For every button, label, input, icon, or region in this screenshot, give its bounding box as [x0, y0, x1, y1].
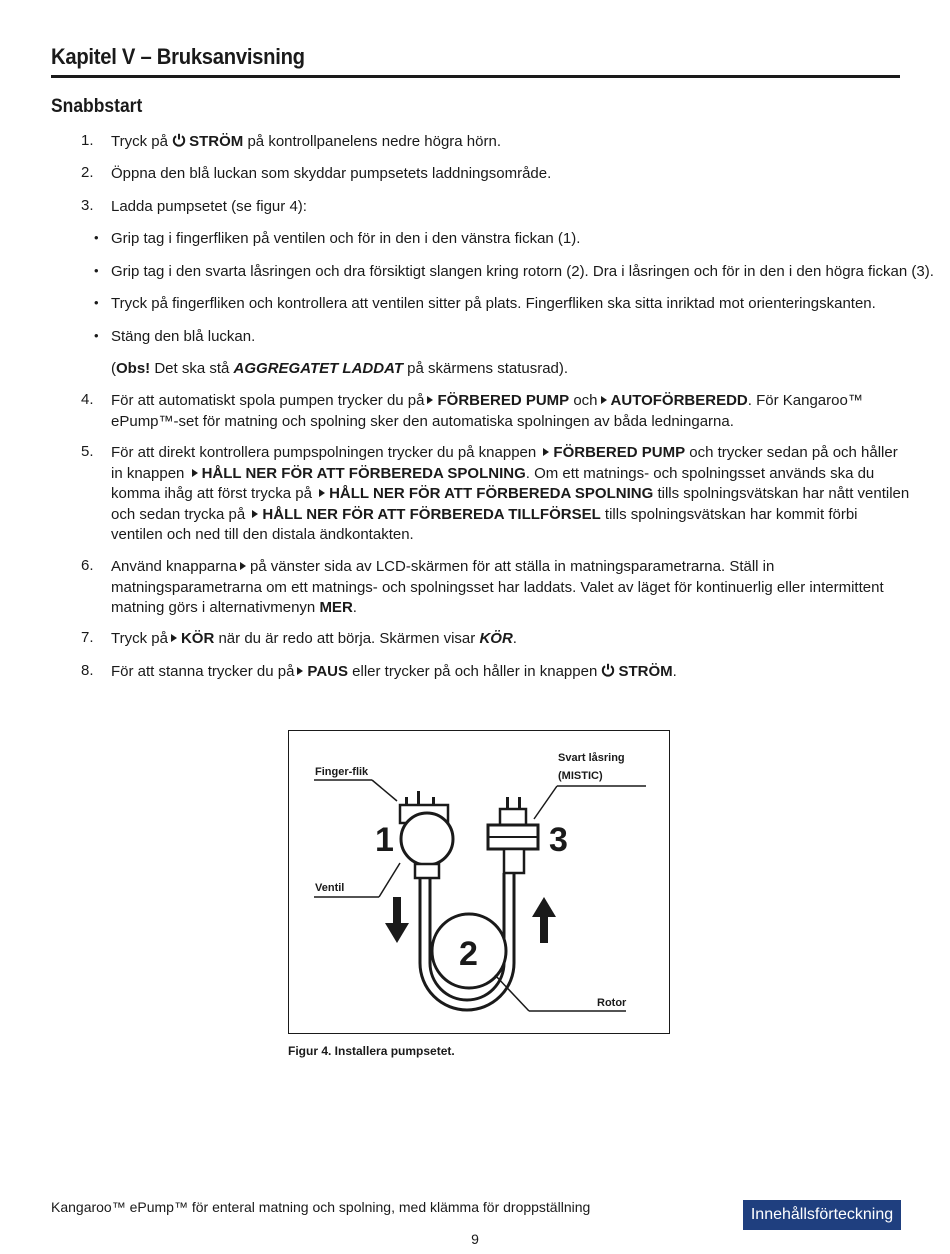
- arrow-down-icon: [385, 897, 409, 943]
- step-5-number: 5.: [81, 443, 94, 460]
- arrow-key-icon: [319, 489, 325, 497]
- bullet-dot: •: [94, 230, 99, 245]
- step-8-text-a: För att stanna trycker du på: [111, 663, 295, 680]
- step-2-number: 2.: [81, 164, 94, 181]
- bullet-dot: •: [94, 328, 99, 343]
- arrow-key-icon: [192, 469, 198, 477]
- step-3: Ladda pumpsetet (se figur 4):: [111, 198, 307, 215]
- step-7-text-a: Tryck på: [111, 630, 168, 647]
- step-6-text-a: Använd knapparna: [111, 558, 237, 575]
- step-4-text-a: För att automatiskt spola pumpen trycker du på: [111, 392, 425, 409]
- note-obs: Obs!: [116, 360, 151, 377]
- table-of-contents-button[interactable]: Innehållsförteckning: [743, 1200, 901, 1230]
- step-4-key-2: AUTOFÖRBEREDD: [610, 392, 748, 409]
- bullet-4: Stäng den blå luckan.: [111, 328, 256, 345]
- step-1-key: STRÖM: [189, 133, 244, 150]
- arrow-key-icon: [601, 396, 607, 404]
- label-valve: Ventil: [315, 882, 345, 894]
- step-8-number: 8.: [81, 662, 94, 679]
- step-4-text-b: och: [573, 392, 598, 409]
- valve-shape: [401, 813, 453, 865]
- step-5-text-b: och trycker sedan på och håller in knappen: [111, 444, 898, 482]
- bullet-dot: •: [94, 295, 99, 310]
- note-status: AGGREGATET LADDAT: [233, 360, 403, 377]
- step-7-key-1: KÖR: [180, 630, 215, 647]
- step-3-number: 3.: [81, 197, 94, 214]
- chapter-rule: [51, 75, 900, 78]
- note-mid: Det ska stå: [150, 360, 234, 377]
- step-4-number: 4.: [81, 391, 94, 408]
- figure-4: [288, 730, 670, 1034]
- label-rotor: Rotor: [597, 997, 627, 1009]
- bullet-1: Grip tag i fingerfliken på ventilen och för in den i den vänstra fickan (1).: [111, 230, 581, 247]
- label-lock-ring: Svart låsring: [558, 752, 625, 764]
- footer-product: Kangaroo™ ePump™ för enteral matning och spolning, med klämma för droppställning: [51, 1199, 591, 1215]
- step-8-text-c: .: [672, 663, 677, 680]
- figure-caption: Figur 4. Installera pumpsetet.: [288, 1044, 455, 1058]
- step-7-text-b: när du är redo att börja. Skärmen visar: [218, 630, 476, 647]
- step-1: [111, 132, 911, 153]
- step-8-key-2: STRÖM: [618, 663, 673, 680]
- arrow-key-icon: [171, 634, 177, 642]
- step-5-key-2: HÅLL NER FÖR ATT FÖRBEREDA SPOLNING: [201, 464, 526, 482]
- step-7-key-2: KÖR: [479, 630, 513, 647]
- step-7: [111, 629, 911, 650]
- bullet-3: Tryck på fingerfliken och kontrollera att ventilen sitter på plats. Fingerfliken ska sitta inriktad mot orienteringskanten.: [111, 295, 876, 312]
- step-1-text-a: Tryck på: [111, 133, 168, 150]
- step-5-text-c: . Om ett matnings- och spolningsset används ska du komma ihåg att först trycka på: [111, 464, 875, 502]
- arrow-up-icon: [532, 897, 556, 943]
- section-title: Snabbstart: [51, 96, 143, 117]
- step-7-number: 7.: [81, 629, 94, 646]
- step-5: [111, 443, 911, 546]
- label-finger-tab: Finger-flik: [315, 766, 369, 778]
- step-6-text-c: .: [352, 599, 357, 616]
- step-8-key-1: PAUS: [307, 663, 348, 680]
- arrow-key-icon: [252, 510, 258, 518]
- arrow-key-icon: [240, 562, 246, 570]
- arrow-key-icon: [427, 396, 433, 404]
- step-6-text-b: på vänster sida av LCD-skärmen för att ställa in matningsparametrarna. Ställ in matningsparametrarna om ett matnings- och spolningsset har laddats. Valet av läget för kontinuerlig eller intermittent matning görs i alternativmenyn: [111, 558, 884, 616]
- step-5-key-4: HÅLL NER FÖR ATT FÖRBEREDA TILLFÖRSEL: [262, 505, 601, 523]
- page-number: 9: [471, 1231, 479, 1247]
- arrow-key-icon: [297, 667, 303, 675]
- step-8: [111, 662, 911, 683]
- step-5-key-1: FÖRBERED PUMP: [553, 444, 686, 461]
- label-number-2: 2: [459, 935, 478, 973]
- step-4-key-1: FÖRBERED PUMP: [437, 392, 570, 409]
- bullet-2: Grip tag i den svarta låsringen och dra försiktigt slangen kring rotorn (2). Dra i låsringen och för in den i den högra fickan (3).: [111, 263, 934, 280]
- power-icon: [172, 133, 186, 147]
- power-icon: [601, 663, 615, 677]
- step-7-text-c: .: [512, 630, 517, 647]
- step-4-text-c: . För Kangaroo™ ePump™-set för matning och spolning sker den automatiska spolningen av båda ledningarna.: [111, 392, 863, 430]
- step-1-text-b: på kontrollpanelens nedre högra hörn.: [247, 133, 501, 150]
- arrow-key-icon: [543, 448, 549, 456]
- bullet-dot: •: [94, 263, 99, 278]
- step-2: Öppna den blå luckan som skyddar pumpsetets laddningsområde.: [111, 165, 552, 182]
- note-end: på skärmens statusrad).: [402, 360, 569, 377]
- pump-set-diagram: [289, 731, 669, 1033]
- step-5-text-d: tills spolningsvätskan har nått ventilen och sedan trycka på: [111, 485, 910, 523]
- chapter-title: Kapitel V – Bruksanvisning: [51, 44, 305, 69]
- step-4: [111, 391, 911, 432]
- step-8-text-b: eller trycker på och håller in knappen: [352, 663, 598, 680]
- step-5-text-a: För att direkt kontrollera pumpspolningen trycker du på knappen: [111, 444, 537, 461]
- step-5-key-3: HÅLL NER FÖR ATT FÖRBEREDA SPOLNING: [329, 485, 654, 502]
- step-6: [111, 557, 911, 619]
- step-5-text-e: tills spolningsvätskan har kommit förbi ventilen och ned till den distala ändkontakten.: [111, 505, 858, 543]
- step-1-number: 1.: [81, 132, 94, 149]
- label-number-3: 3: [549, 821, 568, 859]
- note-open: (: [111, 360, 116, 377]
- step-6-key-1: MER: [319, 599, 353, 616]
- label-lock-ring-sub: (MISTIC): [558, 770, 603, 782]
- step-6-number: 6.: [81, 557, 94, 574]
- status-note: [111, 359, 911, 380]
- label-number-1: 1: [375, 821, 394, 859]
